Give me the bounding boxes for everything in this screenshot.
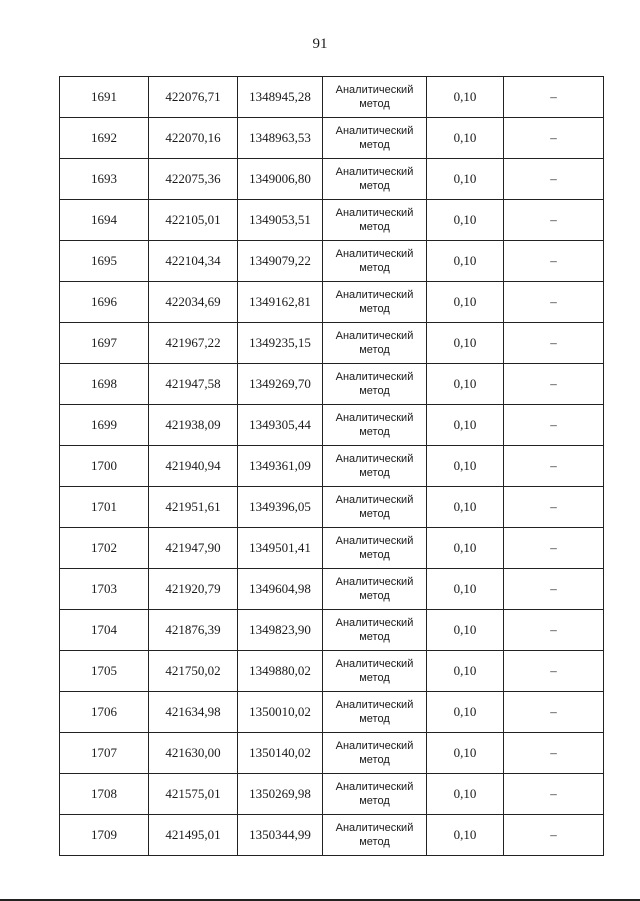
accuracy-cell: 0,10 [427,528,504,569]
method-text [323,616,426,644]
note-cell: – [504,528,604,569]
y-coordinate-cell: 1350140,02 [238,733,323,774]
x-coordinate-cell: 422105,01 [149,200,238,241]
note-cell: – [504,651,604,692]
method-line-1: Аналитический [335,740,414,752]
method-line-1: Аналитический [335,576,414,588]
method-line-1: Аналитический [335,617,414,629]
x-coordinate-cell: 421876,39 [149,610,238,651]
method-cell [323,282,427,323]
coordinates-table-body [60,77,604,856]
accuracy-cell: 0,10 [427,323,504,364]
point-number-cell: 1705 [60,651,149,692]
method-line-1: Аналитический [335,289,414,301]
table-row [60,200,604,241]
method-cell [323,487,427,528]
method-cell [323,651,427,692]
method-text [323,165,426,193]
x-coordinate-cell: 422034,69 [149,282,238,323]
method-text [323,739,426,767]
table-row [60,487,604,528]
x-coordinate-cell: 421967,22 [149,323,238,364]
x-coordinate-cell: 422076,71 [149,77,238,118]
table-row [60,774,604,815]
point-number-cell: 1701 [60,487,149,528]
method-text [323,288,426,316]
y-coordinate-cell: 1348963,53 [238,118,323,159]
point-number-cell: 1702 [60,528,149,569]
method-text [323,821,426,849]
method-cell [323,118,427,159]
note-cell: – [504,733,604,774]
accuracy-cell: 0,10 [427,118,504,159]
table-row [60,610,604,651]
accuracy-cell: 0,10 [427,651,504,692]
method-line-2: метод [359,139,390,151]
method-cell [323,692,427,733]
method-cell [323,241,427,282]
point-number-cell: 1693 [60,159,149,200]
table-row [60,405,604,446]
accuracy-cell: 0,10 [427,733,504,774]
accuracy-cell: 0,10 [427,364,504,405]
y-coordinate-cell: 1349053,51 [238,200,323,241]
y-coordinate-cell: 1349079,22 [238,241,323,282]
method-line-2: метод [359,836,390,848]
method-line-2: метод [359,98,390,110]
note-cell: – [504,815,604,856]
point-number-cell: 1699 [60,405,149,446]
y-coordinate-cell: 1349162,81 [238,282,323,323]
point-number-cell: 1706 [60,692,149,733]
x-coordinate-cell: 421630,00 [149,733,238,774]
x-coordinate-cell: 421495,01 [149,815,238,856]
x-coordinate-cell: 421940,94 [149,446,238,487]
method-line-2: метод [359,426,390,438]
y-coordinate-cell: 1349305,44 [238,405,323,446]
note-cell: – [504,200,604,241]
method-cell [323,528,427,569]
table-row [60,815,604,856]
method-line-2: метод [359,467,390,479]
method-cell [323,610,427,651]
method-line-2: метод [359,631,390,643]
x-coordinate-cell: 422104,34 [149,241,238,282]
table-row [60,118,604,159]
point-number-cell: 1695 [60,241,149,282]
accuracy-cell: 0,10 [427,610,504,651]
method-line-2: метод [359,385,390,397]
method-text [323,247,426,275]
x-coordinate-cell: 422070,16 [149,118,238,159]
y-coordinate-cell: 1348945,28 [238,77,323,118]
x-coordinate-cell: 421938,09 [149,405,238,446]
note-cell: – [504,323,604,364]
y-coordinate-cell: 1349006,80 [238,159,323,200]
table-row [60,159,604,200]
table-row [60,77,604,118]
method-cell [323,446,427,487]
point-number-cell: 1692 [60,118,149,159]
method-cell [323,77,427,118]
table-row [60,528,604,569]
method-line-1: Аналитический [335,781,414,793]
method-line-1: Аналитический [335,330,414,342]
x-coordinate-cell: 421575,01 [149,774,238,815]
method-text [323,370,426,398]
method-text [323,657,426,685]
point-number-cell: 1694 [60,200,149,241]
point-number-cell: 1691 [60,77,149,118]
point-number-cell: 1703 [60,569,149,610]
method-line-1: Аналитический [335,412,414,424]
method-text [323,329,426,357]
y-coordinate-cell: 1349269,70 [238,364,323,405]
accuracy-cell: 0,10 [427,241,504,282]
page-number: 91 [312,36,328,52]
accuracy-cell: 0,10 [427,282,504,323]
method-line-1: Аналитический [335,658,414,670]
method-line-1: Аналитический [335,371,414,383]
y-coordinate-cell: 1349501,41 [238,528,323,569]
method-line-1: Аналитический [335,166,414,178]
point-number-cell: 1698 [60,364,149,405]
table-row [60,364,604,405]
note-cell: – [504,569,604,610]
note-cell: – [504,405,604,446]
table-row [60,733,604,774]
method-text [323,452,426,480]
accuracy-cell: 0,10 [427,159,504,200]
method-cell [323,733,427,774]
accuracy-cell: 0,10 [427,446,504,487]
method-cell [323,569,427,610]
method-line-1: Аналитический [335,699,414,711]
method-text [323,534,426,562]
accuracy-cell: 0,10 [427,487,504,528]
point-number-cell: 1709 [60,815,149,856]
method-line-1: Аналитический [335,822,414,834]
x-coordinate-cell: 421947,58 [149,364,238,405]
table-row [60,241,604,282]
note-cell: – [504,118,604,159]
table-row [60,569,604,610]
point-number-cell: 1708 [60,774,149,815]
method-line-2: метод [359,672,390,684]
method-text [323,83,426,111]
point-number-cell: 1697 [60,323,149,364]
y-coordinate-cell: 1350344,99 [238,815,323,856]
point-number-cell: 1704 [60,610,149,651]
note-cell: – [504,77,604,118]
y-coordinate-cell: 1349361,09 [238,446,323,487]
method-line-2: метод [359,549,390,561]
x-coordinate-cell: 422075,36 [149,159,238,200]
method-text [323,411,426,439]
point-number-cell: 1700 [60,446,149,487]
accuracy-cell: 0,10 [427,692,504,733]
note-cell: – [504,610,604,651]
method-line-2: метод [359,180,390,192]
note-cell: – [504,487,604,528]
method-line-2: метод [359,590,390,602]
y-coordinate-cell: 1349823,90 [238,610,323,651]
note-cell: – [504,446,604,487]
accuracy-cell: 0,10 [427,77,504,118]
x-coordinate-cell: 421750,02 [149,651,238,692]
y-coordinate-cell: 1349604,98 [238,569,323,610]
table-row [60,446,604,487]
method-line-2: метод [359,795,390,807]
method-line-2: метод [359,508,390,520]
method-cell [323,159,427,200]
method-line-1: Аналитический [335,125,414,137]
method-cell [323,364,427,405]
method-line-2: метод [359,262,390,274]
y-coordinate-cell: 1349396,05 [238,487,323,528]
table-row [60,282,604,323]
y-coordinate-cell: 1349235,15 [238,323,323,364]
note-cell: – [504,282,604,323]
method-line-1: Аналитический [335,207,414,219]
method-line-1: Аналитический [335,453,414,465]
method-text [323,206,426,234]
method-cell [323,815,427,856]
table-row [60,692,604,733]
note-cell: – [504,774,604,815]
method-line-1: Аналитический [335,535,414,547]
method-line-1: Аналитический [335,494,414,506]
point-number-cell: 1707 [60,733,149,774]
method-text [323,124,426,152]
method-line-2: метод [359,221,390,233]
coordinates-table [59,76,604,856]
y-coordinate-cell: 1350269,98 [238,774,323,815]
method-cell [323,323,427,364]
note-cell: – [504,364,604,405]
x-coordinate-cell: 421951,61 [149,487,238,528]
method-text [323,698,426,726]
method-line-2: метод [359,344,390,356]
method-cell [323,405,427,446]
note-cell: – [504,159,604,200]
accuracy-cell: 0,10 [427,569,504,610]
method-text [323,780,426,808]
x-coordinate-cell: 421947,90 [149,528,238,569]
method-cell [323,774,427,815]
table-row [60,323,604,364]
method-line-1: Аналитический [335,248,414,260]
accuracy-cell: 0,10 [427,815,504,856]
method-line-1: Аналитический [335,84,414,96]
method-line-2: метод [359,713,390,725]
x-coordinate-cell: 421634,98 [149,692,238,733]
note-cell: – [504,241,604,282]
method-text [323,493,426,521]
accuracy-cell: 0,10 [427,774,504,815]
point-number-cell: 1696 [60,282,149,323]
accuracy-cell: 0,10 [427,200,504,241]
x-coordinate-cell: 421920,79 [149,569,238,610]
table-row [60,651,604,692]
method-line-2: метод [359,303,390,315]
method-cell [323,200,427,241]
note-cell: – [504,692,604,733]
method-text [323,575,426,603]
accuracy-cell: 0,10 [427,405,504,446]
y-coordinate-cell: 1349880,02 [238,651,323,692]
y-coordinate-cell: 1350010,02 [238,692,323,733]
method-line-2: метод [359,754,390,766]
